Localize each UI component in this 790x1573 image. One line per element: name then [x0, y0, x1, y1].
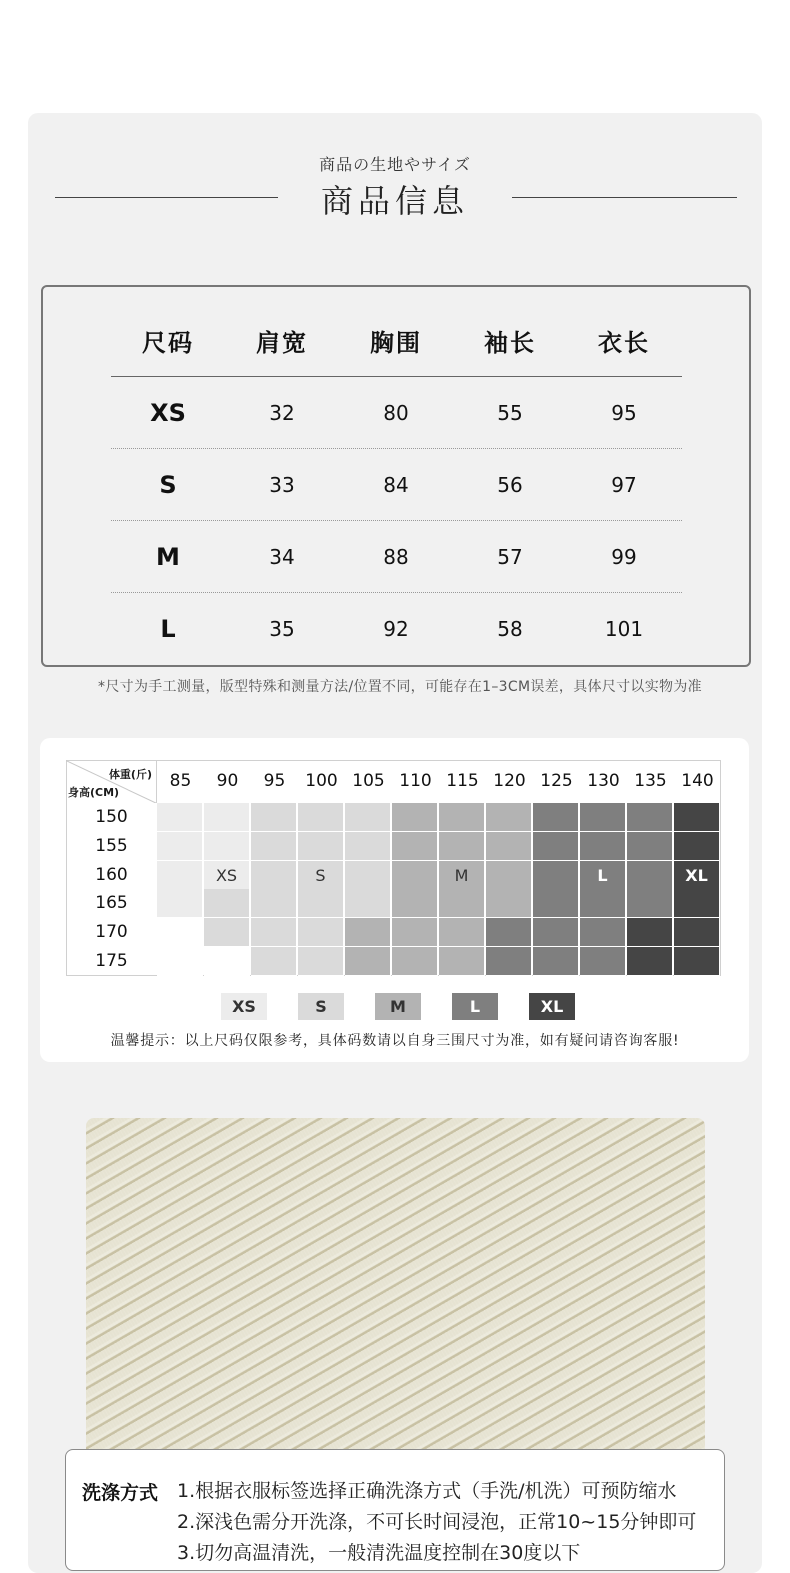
- table-row: [43, 593, 749, 665]
- header-cell: 袖长: [484, 329, 536, 357]
- size-chart-cell: [345, 918, 391, 947]
- height-row-label: 175: [95, 951, 128, 971]
- size-chart-cell: [157, 803, 203, 832]
- height-row-label: 170: [95, 922, 128, 943]
- size-chart-cell: [627, 889, 673, 918]
- weight-column-label: 130: [587, 771, 620, 791]
- height-row-label: 155: [95, 835, 128, 856]
- size-chart-cell: [251, 889, 297, 918]
- size-chart-cell: [392, 832, 438, 861]
- size-chart-cell: [157, 832, 203, 861]
- fabric-texture-image: [86, 1118, 705, 1498]
- table-cell: 92: [383, 617, 409, 641]
- size-chart-cell: [392, 861, 438, 890]
- weight-column-label: 95: [263, 771, 286, 791]
- table-cell: 84: [383, 473, 409, 497]
- size-chart-cell: [251, 803, 297, 832]
- size-chart-cell: [204, 889, 250, 918]
- legend-xs: XS: [221, 993, 267, 1020]
- table-cell: 95: [611, 401, 637, 425]
- size-chart-cell: [674, 918, 720, 947]
- table-cell: 55: [497, 401, 523, 425]
- table-cell: 56: [497, 473, 523, 497]
- table-cell: 101: [604, 617, 644, 641]
- header-cell: 尺码: [142, 329, 194, 357]
- size-chart-cell: [580, 947, 626, 976]
- size-chart-cell: [580, 803, 626, 832]
- size-chart-cell: [251, 861, 297, 890]
- size-chart-cell: [533, 832, 579, 861]
- size-chart-cell: [533, 947, 579, 976]
- table-row: [43, 449, 749, 521]
- size-chart-cell: [251, 947, 297, 976]
- size-chart-cell: [298, 832, 344, 861]
- size-cell: L: [160, 615, 176, 643]
- size-chart-cell: [533, 918, 579, 947]
- title-divider-right: [512, 197, 737, 198]
- size-chart-cell: [627, 861, 673, 890]
- title-divider-left: [55, 197, 278, 198]
- measurement-note: *尺寸为手工测量，版型特殊和测量方法/位置不同，可能存在1–3CM误差，具体尺寸以实物为准: [98, 679, 702, 695]
- size-chart-cell: [486, 889, 532, 918]
- weight-column-label: 105: [352, 771, 385, 791]
- chart-corner-header: [66, 760, 157, 803]
- size-chart-cell-label: XL: [674, 861, 720, 890]
- height-axis-label: 身高(CM): [68, 786, 120, 799]
- wash-instructions-card: [65, 1449, 725, 1571]
- size-chart-cell-label: M: [439, 861, 485, 890]
- table-cell: 58: [497, 617, 523, 641]
- size-chart-cell: [157, 947, 203, 976]
- size-chart-cell: [204, 918, 250, 947]
- size-chart-cell: [439, 918, 485, 947]
- size-chart-cell: [674, 889, 720, 918]
- size-chart-cell: [486, 861, 532, 890]
- size-chart-cell: [486, 918, 532, 947]
- size-table-header: [43, 307, 749, 379]
- size-chart-cell: [486, 803, 532, 832]
- size-chart-cell: [580, 832, 626, 861]
- weight-column-label: 125: [540, 771, 573, 791]
- size-chart-cell: [345, 889, 391, 918]
- size-chart-cell: [486, 947, 532, 976]
- size-chart-cell: [345, 861, 391, 890]
- table-cell: 57: [497, 545, 523, 569]
- size-chart-cell: [392, 803, 438, 832]
- legend-xl: XL: [529, 993, 575, 1020]
- size-chart-cell: [392, 889, 438, 918]
- size-chart-cell: [533, 861, 579, 890]
- weight-column-label: 120: [493, 771, 526, 791]
- size-chart-cell: [627, 918, 673, 947]
- table-row: [43, 377, 749, 449]
- size-chart-cell: [439, 832, 485, 861]
- table-cell: 88: [383, 545, 409, 569]
- weight-column-label: 115: [446, 771, 479, 791]
- weight-axis-label: 体重(斤): [108, 768, 152, 781]
- table-row: [43, 521, 749, 593]
- size-chart-cell: [204, 832, 250, 861]
- height-row-label: 150: [95, 807, 128, 827]
- wash-line: 3.切勿高温清洗，一般清洗温度控制在30度以下: [177, 1542, 581, 1564]
- weight-column-label: 110: [399, 771, 432, 791]
- size-cell: M: [156, 543, 180, 571]
- size-chart-cell: [392, 947, 438, 976]
- size-chart-cell-label: L: [580, 861, 626, 890]
- size-chart-cell: [533, 803, 579, 832]
- size-chart-cell: [533, 889, 579, 918]
- size-table: [41, 285, 751, 667]
- weight-column-label: 140: [681, 771, 714, 791]
- size-chart-cell: [674, 803, 720, 832]
- size-chart-cell: [439, 889, 485, 918]
- size-chart-cell: [157, 889, 203, 918]
- header-cell: 衣长: [598, 329, 650, 357]
- table-cell: 80: [383, 401, 409, 425]
- size-chart-cell: [345, 947, 391, 976]
- weight-column-label: 135: [634, 771, 667, 791]
- size-chart-cell-label: XS: [204, 861, 250, 890]
- size-chart-cell: [345, 803, 391, 832]
- size-chart-cell-label: S: [298, 861, 344, 890]
- size-chart-cell: [298, 889, 344, 918]
- legend-m: M: [375, 993, 421, 1020]
- wash-title: 洗涤方式: [82, 1482, 159, 1504]
- size-chart-cell: [674, 947, 720, 976]
- table-cell: 99: [611, 545, 637, 569]
- size-chart-cell: [627, 832, 673, 861]
- size-chart-cell: [580, 889, 626, 918]
- table-cell: 35: [269, 617, 295, 641]
- header-cell: 胸围: [370, 329, 422, 357]
- weight-column-label: 100: [305, 771, 338, 791]
- size-chart-cell: [580, 918, 626, 947]
- size-chart-cell: [439, 803, 485, 832]
- size-chart-cell: [157, 861, 203, 890]
- size-tip: 温馨提示：以上尺码仅限参考，具体码数请以自身三围尺寸为准，如有疑问请咨询客服!: [110, 1033, 680, 1049]
- size-chart-cell: [392, 918, 438, 947]
- size-chart-cell: [251, 918, 297, 947]
- header-cell: 肩宽: [256, 329, 308, 357]
- wash-lines: [177, 1476, 696, 1569]
- height-row-label: 160: [95, 864, 128, 885]
- table-cell: 34: [269, 545, 295, 569]
- table-cell: 33: [269, 473, 295, 497]
- size-chart-cell: [157, 918, 203, 947]
- size-chart-cell: [345, 832, 391, 861]
- table-cell: 32: [269, 401, 295, 425]
- size-chart-cell: [674, 832, 720, 861]
- size-chart-cell: [298, 803, 344, 832]
- size-chart-cell: [204, 803, 250, 832]
- table-cell: 97: [611, 473, 637, 497]
- wash-line: 2.深浅色需分开洗涤，不可长时间浸泡，正常10~15分钟即可: [177, 1511, 697, 1533]
- size-chart-cell: [439, 947, 485, 976]
- size-chart-cell: [627, 803, 673, 832]
- size-chart-cell: [298, 918, 344, 947]
- wash-line: 1.根据衣服标签选择正确洗涤方式（手洗/机洗）可预防缩水: [177, 1480, 677, 1502]
- size-chart-cell: [298, 947, 344, 976]
- size-cell: S: [159, 471, 177, 499]
- legend-l: L: [452, 993, 498, 1020]
- size-chart-cell: [627, 947, 673, 976]
- height-row-label: 165: [95, 893, 128, 914]
- weight-column-label: 85: [169, 771, 192, 791]
- legend-s: S: [298, 993, 344, 1020]
- size-cell: XS: [150, 399, 186, 427]
- weight-column-label: 90: [216, 771, 239, 791]
- size-chart-cell: [204, 947, 250, 976]
- section-subtitle: 商品の生地やサイズ: [319, 155, 471, 174]
- size-chart-cell: [486, 832, 532, 861]
- size-chart-cell: [251, 832, 297, 861]
- section-title: 商品信息: [320, 182, 469, 220]
